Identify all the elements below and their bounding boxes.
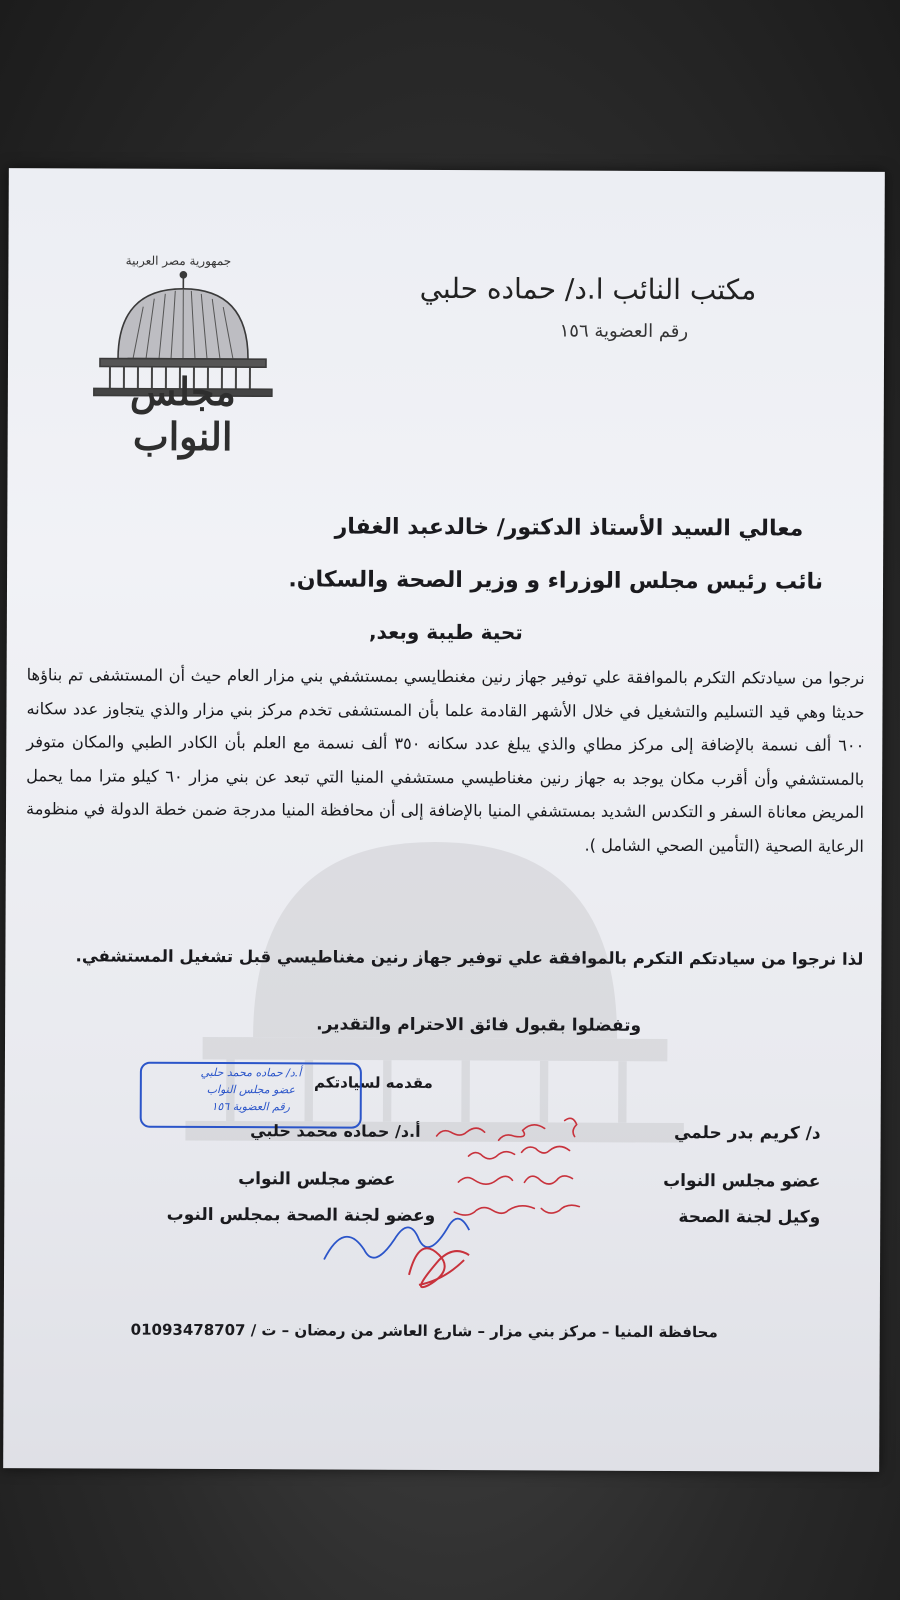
letter-page: [3, 168, 885, 1472]
red-signature: [399, 1225, 479, 1295]
official-stamp: [140, 1062, 362, 1129]
closing-line: وتفضلوا بقبول فائق الاحترام والتقدير.: [316, 1014, 642, 1036]
addressee-title: نائب رئيس مجلس الوزراء و وزير الصحة والسكان.: [288, 567, 824, 595]
greeting: تحية طيبة وبعد,: [368, 619, 523, 645]
stamp-line-2: عضو مجلس النواب: [206, 1082, 295, 1097]
addressee-name: معالي السيد الأستاذ الدكتور/ خالدعبد الغفار: [334, 514, 804, 542]
stamp-line-1: أ.د/ حماده محمد حلبي: [200, 1065, 302, 1080]
emblem-top-text: جمهورية مصر العربية: [125, 253, 232, 269]
signatory-left-committee: وعضو لجنة الصحة بمجلس النوب: [166, 1204, 436, 1226]
membership-number: رقم العضوية ١٥٦: [559, 320, 689, 343]
office-title: مكتب النائب ا.د/ حماده حلبي: [419, 271, 757, 307]
stamp-line-3: رقم العضوية ١٥٦: [211, 1099, 291, 1114]
signatory-right-role: عضو مجلس النواب: [663, 1170, 821, 1192]
emblem-wordmark: مجلس النواب: [129, 368, 236, 460]
signatory-right-name: د/ كريم بدر حلمي: [673, 1123, 821, 1144]
signatory-left-role: عضو مجلس النواب: [238, 1169, 396, 1190]
request-paragraph: لذا نرجوا من سيادتكم التكرم بالموافقة علي توفير جهاز رنين مغناطيسي قبل تشغيل المستشفي.: [75, 946, 864, 969]
signatory-left-name: أ.د/ حماده محمد حلبي: [250, 1121, 421, 1141]
signatory-right-committee: وكيل لجنة الصحة: [678, 1207, 821, 1228]
letter-body: نرجوا من سيادتكم التكرم بالموافقة علي توفير جهاز رنين مغنطايسي بمستشفي بني مزار العام حيث أن المستشفى تم بناؤها حديثا وهي قيد التسليم والتشغيل في خلال الأشهر القادمة علما بأن المستشفى تخدم مركز بني مزار والذي يتجاوز عدد سكانه ٦٠٠ ألف نسمة بالإضافة إلى مركز مطاي والذي يبلغ عدد سكانه ٣٥٠ ألف نسمة مع العلم بأن الكادر الطبي والمكان متوفر بالمستشفي وأن أقرب مكان يوجد به جهاز رنين مغناطيسي مستشفي المنيا التي تبعد عن بني مزار ٦٠ كيلو مترا مما يحمل المريض معاناة السفر و التكدس الشديد بمستشفي المنيا بالإضافة إلى أن محافظة المنيا مدرجة ضمن خطة الدولة في منظومة الرعاية الصحية (التأمين الصحي الشامل ).: [26, 665, 865, 856]
presented-by: مقدمه لسيادتكم: [313, 1073, 433, 1092]
footer-address: محافظة المنيا – مركز بني مزار – شارع العاشر من رمضان – ت / 01093478707: [130, 1320, 718, 1342]
